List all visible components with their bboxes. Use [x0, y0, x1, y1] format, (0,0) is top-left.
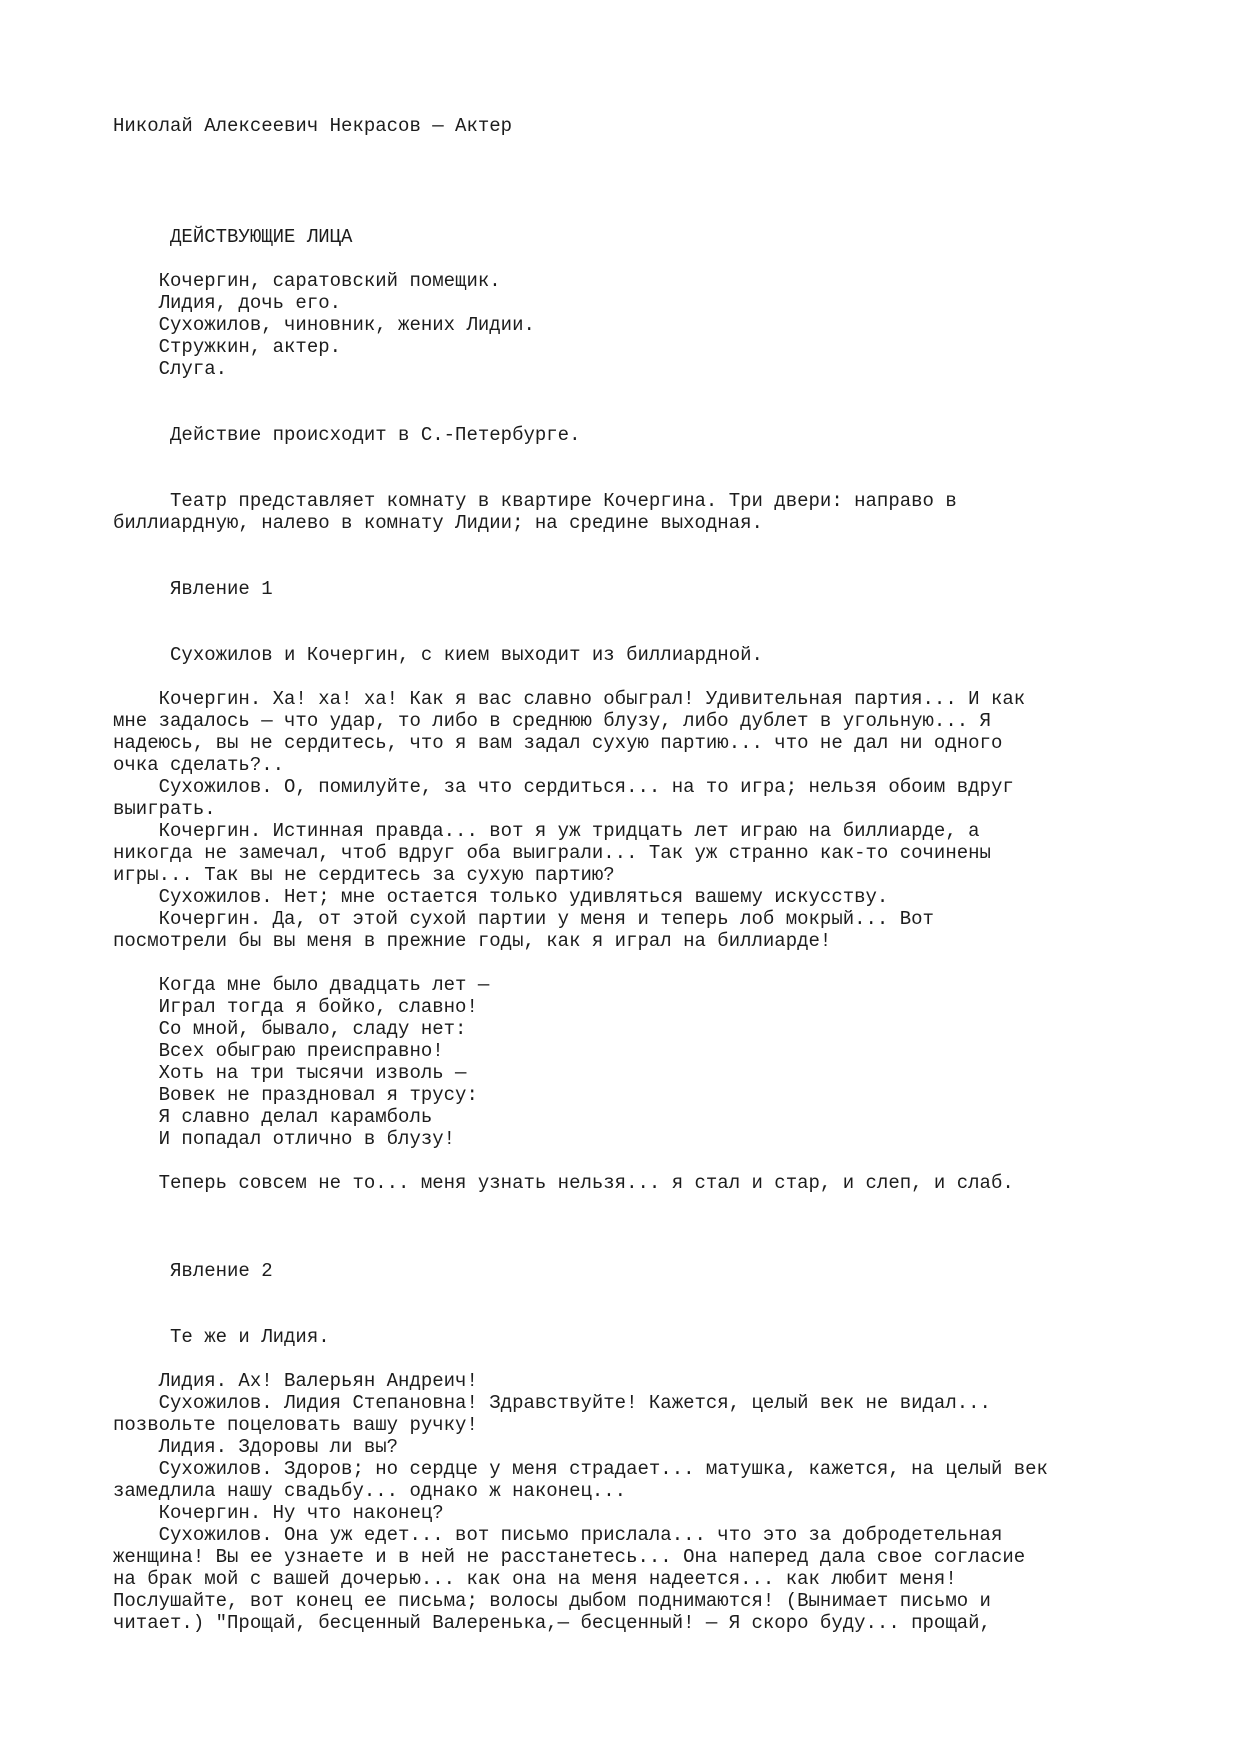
- verse-line: Вовек не праздновал я трусу:: [113, 1084, 478, 1106]
- dialogue-line: женщина! Вы ее узнаете и в ней не расстанетесь... Она наперед дала свое согласие: [113, 1546, 1026, 1568]
- dialogue-line: очка сделать?..: [113, 754, 285, 776]
- scene-heading: Явление 2: [113, 1260, 273, 1282]
- dialogue-line: замедлила нашу свадьбу... однако ж наконец...: [113, 1480, 627, 1502]
- verse-line: Всех обыграю преисправно!: [113, 1040, 444, 1062]
- dialogue-line: никогда не замечал, чтоб вдруг оба выиграли... Так уж странно как-то сочинены: [113, 842, 991, 864]
- cast-item: Стружкин, актер.: [113, 336, 342, 358]
- stage-direction-line: биллиардную, налево в комнату Лидии; на средине выходная.: [113, 512, 763, 534]
- dialogue-line: Кочергин. Истинная правда... вот я уж тридцать лет играю на биллиарде, а: [113, 820, 980, 842]
- verse-line: И попадал отлично в блузу!: [113, 1128, 456, 1150]
- cast-item: Сухожилов, чиновник, жених Лидии.: [113, 314, 535, 336]
- dialogue-line: игры... Так вы не сердитесь за сухую партию?: [113, 864, 615, 886]
- dialogue-line: Сухожилов. Лидия Степановна! Здравствуйте! Кажется, целый век не видал...: [113, 1392, 991, 1414]
- cast-item: Лидия, дочь его.: [113, 292, 342, 314]
- dialogue-line: Лидия. Ах! Валерьян Андреич!: [113, 1370, 478, 1392]
- dialogue-line: Лидия. Здоровы ли вы?: [113, 1436, 399, 1458]
- scene-heading: Явление 1: [113, 578, 273, 600]
- verse-line: Играл тогда я бойко, славно!: [113, 996, 478, 1018]
- verse-line: Со мной, бывало, сладу нет:: [113, 1018, 467, 1040]
- dialogue-line: посмотрели бы вы меня в прежние годы, как я играл на биллиарде!: [113, 930, 832, 952]
- verse-line: Я славно делал карамболь: [113, 1106, 433, 1128]
- scene-direction: Те же и Лидия.: [113, 1326, 330, 1348]
- verse-line: Хоть на три тысячи изволь —: [113, 1062, 467, 1084]
- dialogue-line: Кочергин. Ну что наконец?: [113, 1502, 444, 1524]
- dialogue-line: мне задалось — что удар, то либо в среднюю блузу, либо дублет в угольную... Я: [113, 710, 991, 732]
- dialogue-line: выиграть.: [113, 798, 216, 820]
- scene-direction: Сухожилов и Кочергин, с кием выходит из биллиардной.: [113, 644, 763, 666]
- dialogue-line: читает.) "Прощай, бесценный Валеренька,— бесценный! — Я скоро буду... прощай,: [113, 1612, 991, 1634]
- cast-heading: ДЕЙСТВУЮЩИЕ ЛИЦА: [113, 226, 353, 248]
- setting-line: Действие происходит в С.-Петербурге.: [113, 424, 581, 446]
- dialogue-line: Теперь совсем не то... меня узнать нельзя... я стал и стар, и слеп, и слаб.: [113, 1172, 1014, 1194]
- dialogue-line: Сухожилов. Нет; мне остается только удивляться вашему искусству.: [113, 886, 889, 908]
- stage-direction-line: Театр представляет комнату в квартире Кочергина. Три двери: направо в: [113, 490, 957, 512]
- dialogue-line: Сухожилов. О, помилуйте, за что сердиться... на то игра; нельзя обоим вдруг: [113, 776, 1014, 798]
- verse-line: Когда мне было двадцать лет —: [113, 974, 490, 996]
- dialogue-line: Сухожилов. Здоров; но сердце у меня страдает... матушка, кажется, на целый век: [113, 1458, 1048, 1480]
- dialogue-line: Кочергин. Ха! ха! ха! Как я вас славно обыграл! Удивительная партия... И как: [113, 688, 1026, 710]
- dialogue-line: Кочергин. Да, от этой сухой партии у меня и теперь лоб мокрый... Вот: [113, 908, 934, 930]
- dialogue-line: надеюсь, вы не сердитесь, что я вам задал сухую партию... что не дал ни одного: [113, 732, 1003, 754]
- dialogue-line: на брак мой с вашей дочерью... как она на меня надеется... как любит меня!: [113, 1568, 957, 1590]
- cast-item: Кочергин, саратовский помещик.: [113, 270, 501, 292]
- dialogue-line: Послушайте, вот конец ее письма; волосы дыбом поднимаются! (Вынимает письмо и: [113, 1590, 991, 1612]
- cast-item: Слуга.: [113, 358, 228, 380]
- dialogue-line: Сухожилов. Она уж едет... вот письмо прислала... что это за добродетельная: [113, 1524, 1003, 1546]
- document-title: Николай Алексеевич Некрасов — Актер: [113, 115, 513, 137]
- dialogue-line: позвольте поцеловать вашу ручку!: [113, 1414, 478, 1436]
